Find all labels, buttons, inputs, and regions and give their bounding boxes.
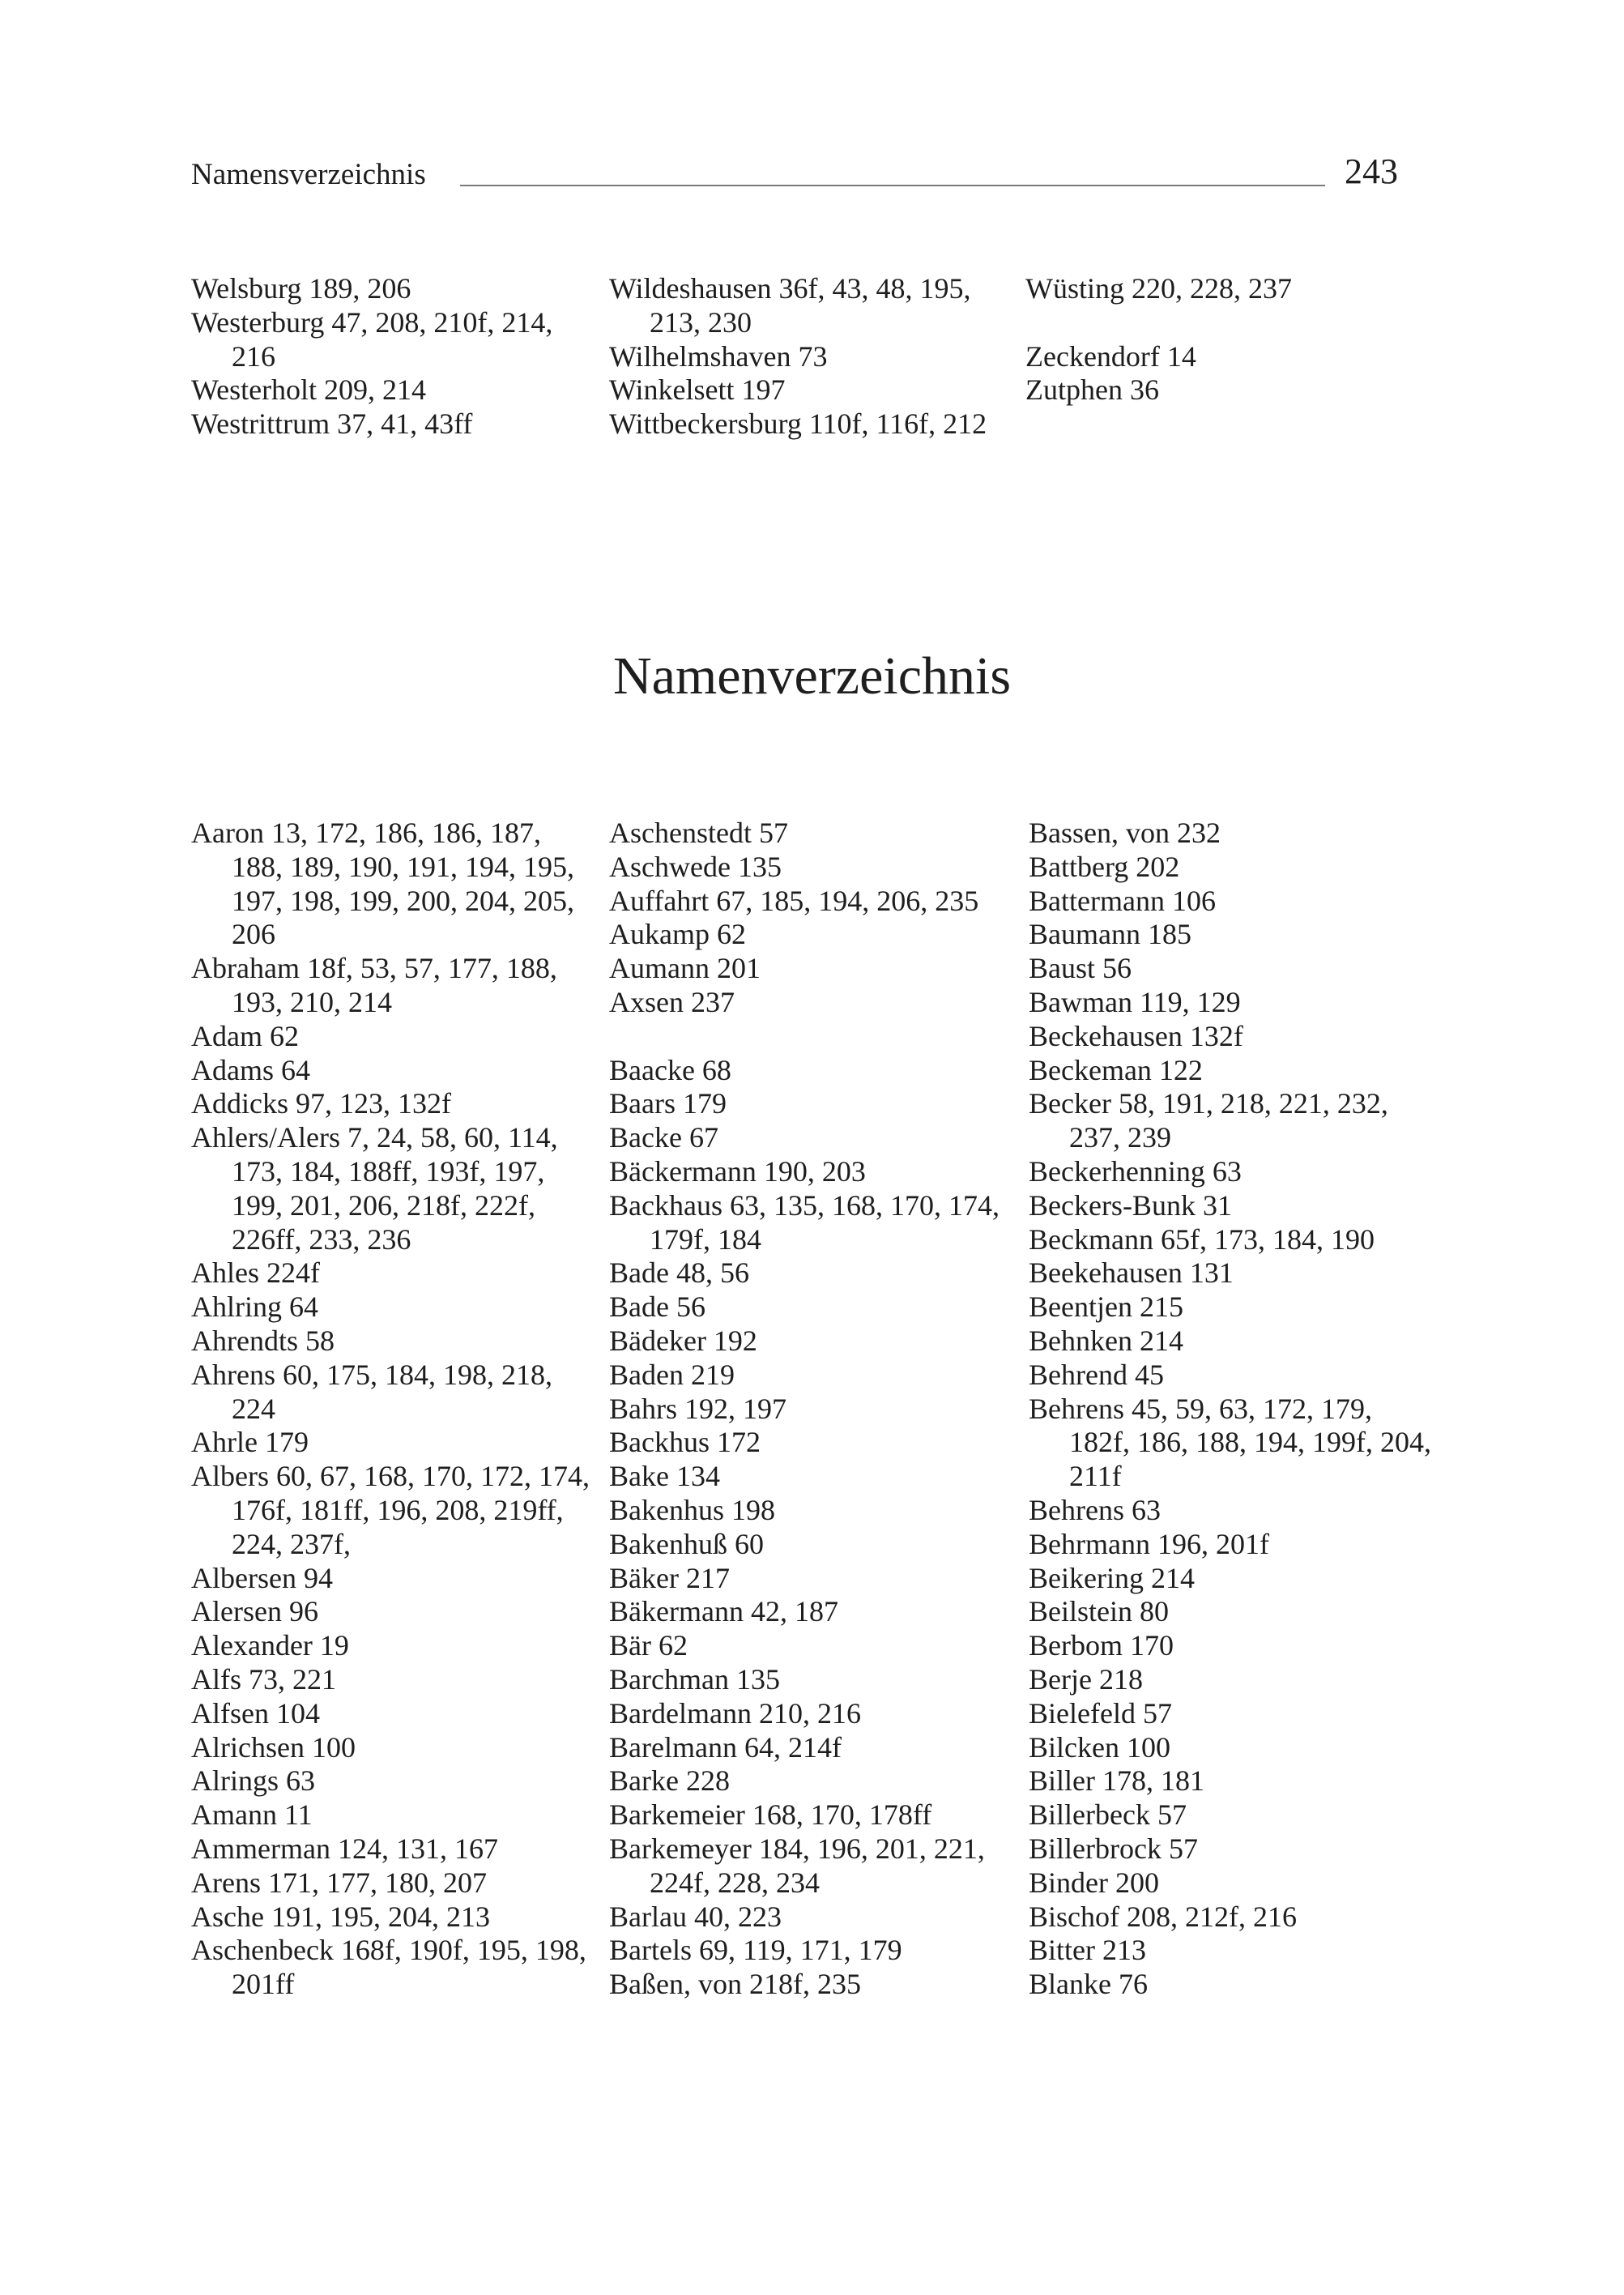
index-entry: Aschenstedt 57	[609, 817, 788, 849]
index-entry: Baumann 185	[1029, 918, 1191, 951]
index-entry: Baden 219	[609, 1358, 735, 1391]
index-entry: Bakenhus 198	[609, 1493, 775, 1526]
index-entry: Bahrs 192, 197	[609, 1392, 786, 1425]
index-entry: Behrens 63	[1029, 1493, 1161, 1526]
page-number: 243	[1345, 151, 1398, 191]
index-entry: Beckehausen 132f	[1029, 1019, 1243, 1052]
index-entry: Axsen 237	[609, 985, 735, 1018]
index-entry: Aschenbeck 168f, 190f, 195, 198, 201ff	[191, 1934, 586, 2001]
index-entry: Alfsen 104	[191, 1696, 320, 1730]
index-entry: Adam 62	[191, 1019, 299, 1052]
place-index-column-2	[609, 272, 1014, 442]
index-entry: Alfs 73, 221	[191, 1662, 336, 1696]
index-entry: Beikering 214	[1029, 1561, 1195, 1594]
index-entry: Aaron 13, 172, 186, 186, 187, 188, 189, 190, 191, 194, 195, 197, 198, 199, 200, 204, 205, 206	[191, 817, 574, 951]
index-entry: Backe 67	[609, 1121, 718, 1154]
index-entry: Zutphen 36	[1025, 373, 1159, 407]
index-entry: Beekehausen 131	[1029, 1256, 1234, 1290]
index-entry: Barelmann 64, 214f	[609, 1730, 842, 1764]
index-entry: Albersen 94	[191, 1561, 333, 1594]
index-entry: Winkelsett 197	[609, 373, 786, 407]
index-entry: Wildeshausen 36f, 43, 48, 195, 213, 230	[609, 272, 971, 339]
index-entry: Zeckendorf 14	[1025, 339, 1196, 373]
index-entry: Amann 11	[191, 1798, 313, 1832]
section-heading: Namenverzeichnis	[612, 646, 1012, 706]
place-index-column-3	[1025, 272, 1430, 407]
index-entry: Ammerman 124, 131, 167	[191, 1832, 498, 1865]
index-entry: Bawman 119, 129	[1029, 985, 1241, 1018]
index-entry: Barkemeier 168, 170, 178ff	[609, 1798, 932, 1832]
index-entry: Behnken 214	[1029, 1324, 1183, 1357]
index-entry: Ahrendts 58	[191, 1324, 335, 1357]
index-entry: Behrmann 196, 201f	[1029, 1527, 1269, 1560]
index-entry: Beckerhenning 63	[1029, 1154, 1242, 1188]
index-entry: Alexander 19	[191, 1629, 349, 1662]
index-entry: Alersen 96	[191, 1595, 318, 1628]
index-entry: Alrings 63	[191, 1764, 315, 1798]
index-entry: Bäkermann 42, 187	[609, 1595, 838, 1628]
index-entry: Bade 48, 56	[609, 1256, 749, 1290]
index-entry: Bartels 69, 119, 171, 179	[609, 1934, 902, 1967]
index-entry: Bitter 213	[1029, 1934, 1146, 1967]
index-entry: Westrittrum 37, 41, 43ff	[191, 407, 473, 441]
index-entry: Baacke 68	[609, 1053, 731, 1086]
index-entry: Backhaus 63, 135, 168, 170, 174, 179f, 184	[609, 1188, 1000, 1256]
index-entry: Asche 191, 195, 204, 213	[191, 1900, 490, 1933]
index-entry: Bischof 208, 212f, 216	[1029, 1900, 1297, 1933]
index-entry: Wittbeckersburg 110f, 116f, 212	[609, 407, 987, 441]
index-entry: Backhus 172	[609, 1426, 761, 1459]
index-entry: Battberg 202	[1029, 850, 1180, 883]
index-entry: Berje 218	[1029, 1662, 1143, 1696]
index-entry: Barke 228	[609, 1764, 730, 1798]
index-entry: Ahrle 179	[191, 1426, 309, 1459]
index-entry: Bilcken 100	[1029, 1730, 1170, 1764]
index-entry: Westerburg 47, 208, 210f, 214, 216	[191, 305, 553, 373]
index-entry: Wüsting 220, 228, 237	[1025, 272, 1292, 305]
index-entry: Behrend 45	[1029, 1358, 1164, 1391]
index-entry: Barlau 40, 223	[609, 1900, 782, 1933]
index-entry: Beentjen 215	[1029, 1290, 1183, 1324]
running-title: Namensverzeichnis	[191, 158, 426, 191]
name-index-column-1	[191, 817, 596, 2002]
index-entry: Beckers-Bunk 31	[1029, 1188, 1232, 1222]
index-entry: Addicks 97, 123, 132f	[191, 1087, 451, 1120]
header-rule	[460, 185, 1325, 186]
index-entry: Ahles 224f	[191, 1256, 320, 1290]
index-entry: Westerholt 209, 214	[191, 373, 427, 407]
index-spacer	[1025, 306, 1430, 340]
running-header	[191, 152, 1398, 198]
index-entry: Wilhelmshaven 73	[609, 339, 828, 373]
index-entry: Alrichsen 100	[191, 1730, 356, 1764]
index-entry: Barchman 135	[609, 1662, 780, 1696]
index-entry: Aschwede 135	[609, 850, 782, 883]
index-entry: Billerbeck 57	[1029, 1798, 1187, 1832]
index-entry: Bielefeld 57	[1029, 1696, 1172, 1730]
index-entry: Bädeker 192	[609, 1324, 757, 1357]
index-entry: Welsburg 189, 206	[191, 272, 411, 305]
index-entry: Blanke 76	[1029, 1968, 1148, 2001]
index-entry: Aukamp 62	[609, 918, 746, 951]
name-index-column-3	[1029, 817, 1434, 2002]
index-entry: Beckmann 65f, 173, 184, 190	[1029, 1222, 1375, 1256]
index-entry: Bassen, von 232	[1029, 817, 1221, 849]
index-entry: Ahlring 64	[191, 1290, 318, 1324]
index-entry: Baßen, von 218f, 235	[609, 1968, 861, 2001]
index-entry: Beckeman 122	[1029, 1053, 1203, 1086]
index-entry: Albers 60, 67, 168, 170, 172, 174, 176f, 181ff, 196, 208, 219ff, 224, 237f,	[191, 1460, 590, 1560]
index-entry: Bake 134	[609, 1460, 720, 1493]
index-entry: Bär 62	[609, 1629, 688, 1662]
index-entry: Baars 179	[609, 1087, 727, 1120]
index-entry: Barkemeyer 184, 196, 201, 221, 224f, 228, 234	[609, 1832, 985, 1899]
index-entry: Biller 178, 181	[1029, 1764, 1204, 1798]
index-entry: Abraham 18f, 53, 57, 177, 188, 193, 210, 214	[191, 952, 557, 1018]
index-entry: Behrens 45, 59, 63, 172, 179, 182f, 186, 188, 194, 199f, 204, 211f	[1029, 1392, 1431, 1493]
index-entry: Battermann 106	[1029, 884, 1216, 917]
name-index-column-2	[609, 817, 1014, 2002]
index-entry: Bäker 217	[609, 1561, 730, 1594]
index-entry: Bäckermann 190, 203	[609, 1154, 866, 1188]
index-entry: Ahrens 60, 175, 184, 198, 218, 224	[191, 1358, 552, 1425]
index-entry: Ahlers/Alers 7, 24, 58, 60, 114, 173, 184, 188ff, 193f, 197, 199, 201, 206, 218f, 222f, 226ff, 233, 236	[191, 1121, 558, 1256]
place-index-column-1	[191, 272, 596, 442]
index-entry: Arens 171, 177, 180, 207	[191, 1866, 487, 1899]
index-entry: Beilstein 80	[1029, 1595, 1169, 1628]
index-entry: Aumann 201	[609, 952, 761, 985]
index-entry: Berbom 170	[1029, 1629, 1174, 1662]
index-entry: Billerbrock 57	[1029, 1832, 1198, 1865]
index-entry: Auffahrt 67, 185, 194, 206, 235	[609, 884, 979, 917]
index-entry: Baust 56	[1029, 952, 1132, 985]
index-entry: Bade 56	[609, 1290, 705, 1324]
index-spacer	[609, 1020, 1014, 1054]
index-entry: Becker 58, 191, 218, 221, 232, 237, 239	[1029, 1087, 1388, 1154]
index-entry: Bakenhuß 60	[609, 1527, 764, 1560]
index-entry: Adams 64	[191, 1053, 310, 1086]
index-entry: Binder 200	[1029, 1866, 1159, 1899]
index-entry: Bardelmann 210, 216	[609, 1696, 861, 1730]
